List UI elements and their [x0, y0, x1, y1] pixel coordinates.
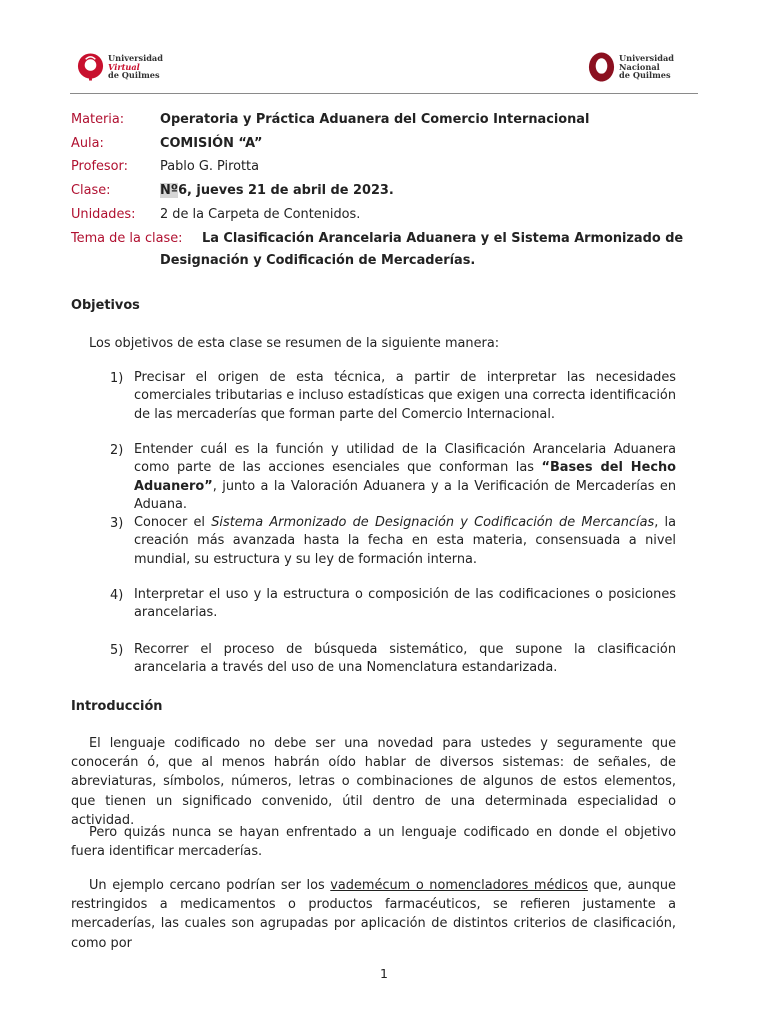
page-number: 1 — [380, 966, 388, 981]
aula-label: Aula: — [71, 136, 104, 151]
objetivos-heading: Objetivos — [71, 298, 140, 313]
clase-label: Clase: — [71, 183, 111, 198]
unq-emblem-icon — [587, 50, 616, 84]
uvq-emblem-icon — [76, 50, 105, 84]
intro-paragraph-1: El lenguaje codificado no debe ser una novedad para ustedes y seguramente que conocerán ó, que al menos habrán oído hablar de diversos sistemas: de señales, de abreviaturas, símbolos, números, letras o combinaciones de algunos de estos elementos, que tienen un significado convenido, útil dentro de una determinada especialidad o actividad. — [71, 736, 676, 828]
objetivo-5-text: Recorrer el proceso de búsqueda sistemático, que supone la clasificación arancelaria a través del uso de una Nomenclatura estandarizada. — [134, 642, 676, 676]
clase-value: Nº6, jueves 21 de abril de 2023. — [160, 183, 394, 198]
tema-label: Tema de la clase: — [71, 231, 183, 246]
unq-logo-text: Universidad Nacional de Quilmes — [619, 52, 674, 81]
intro-paragraph-2: Pero quizás nunca se hayan enfrentado a un lenguaje codificado en donde el objetivo fuera identificar mercaderías. — [71, 825, 676, 860]
objetivo-2-text: Entender cuál es la función y utilidad de la Clasificación Arancelaria Aduanera como parte de las acciones esenciales que conforman las “Bases del Hecho Aduanero”, junto a la Valoración Aduanera y a la Verificación de Mercaderías en Aduana. — [134, 442, 676, 512]
materia-label: Materia: — [71, 112, 125, 127]
objetivo-3-text: Conocer el Sistema Armonizado de Designación y Codificación de Mercancías, la creación más avanzada hasta la fecha en esta materia, consensuada a nivel mundial, su estructura y su ley de formación interna. — [134, 515, 676, 567]
objetivo-4-text: Interpretar el uso y la estructura o composición de las codificaciones o posiciones arancelarias. — [134, 587, 676, 621]
tema-line-1: La Clasificación Arancelaria Aduanera y el Sistema Armonizado de — [202, 231, 684, 246]
introduccion-heading: Introducción — [71, 699, 163, 714]
objetivo-4-number: 4) — [110, 588, 124, 603]
objetivo-2-number: 2) — [110, 443, 124, 458]
objetivo-1-number: 1) — [110, 371, 124, 386]
aula-value: COMISIÓN “A” — [160, 136, 263, 151]
header-divider — [70, 93, 698, 94]
profesor-label: Profesor: — [71, 159, 128, 174]
uvq-logo — [76, 50, 163, 84]
unq-logo — [587, 50, 674, 84]
objetivo-1-text: Precisar el origen de esta técnica, a partir de interpretar las necesidades comerciales tributarias e incluso estadísticas que exigen una correcta identificación de las mercaderías que forman parte del Comercio Internacional. — [134, 370, 676, 422]
tema-line-2: Designación y Codificación de Mercaderías. — [160, 253, 476, 268]
profesor-value: Pablo G. Pirotta — [160, 159, 260, 174]
objetivo-3-number: 3) — [110, 516, 124, 531]
uvq-logo-text: Universidad Virtual de Quilmes — [108, 52, 163, 81]
unidades-label: Unidades: — [71, 207, 136, 222]
objetivos-intro: Los objetivos de esta clase se resumen de la siguiente manera: — [89, 336, 500, 351]
materia-value: Operatoria y Práctica Aduanera del Comercio Internacional — [160, 112, 590, 127]
intro-paragraph-3: Un ejemplo cercano podrían ser los vademécum o nomencladores médicos que, aunque restringidos a medicamentos o productos farmacéuticos, se refieren justamente a mercaderías, las cuales son agrupadas por aplicación de distintos criterios de clasificación, como por — [71, 878, 676, 951]
unidades-value: 2 de la Carpeta de Contenidos. — [160, 207, 361, 222]
clase-number-highlight: Nº — [160, 183, 179, 198]
objetivo-5-number: 5) — [110, 643, 124, 658]
vademecum-link[interactable]: vademécum o nomencladores médicos — [330, 878, 588, 893]
